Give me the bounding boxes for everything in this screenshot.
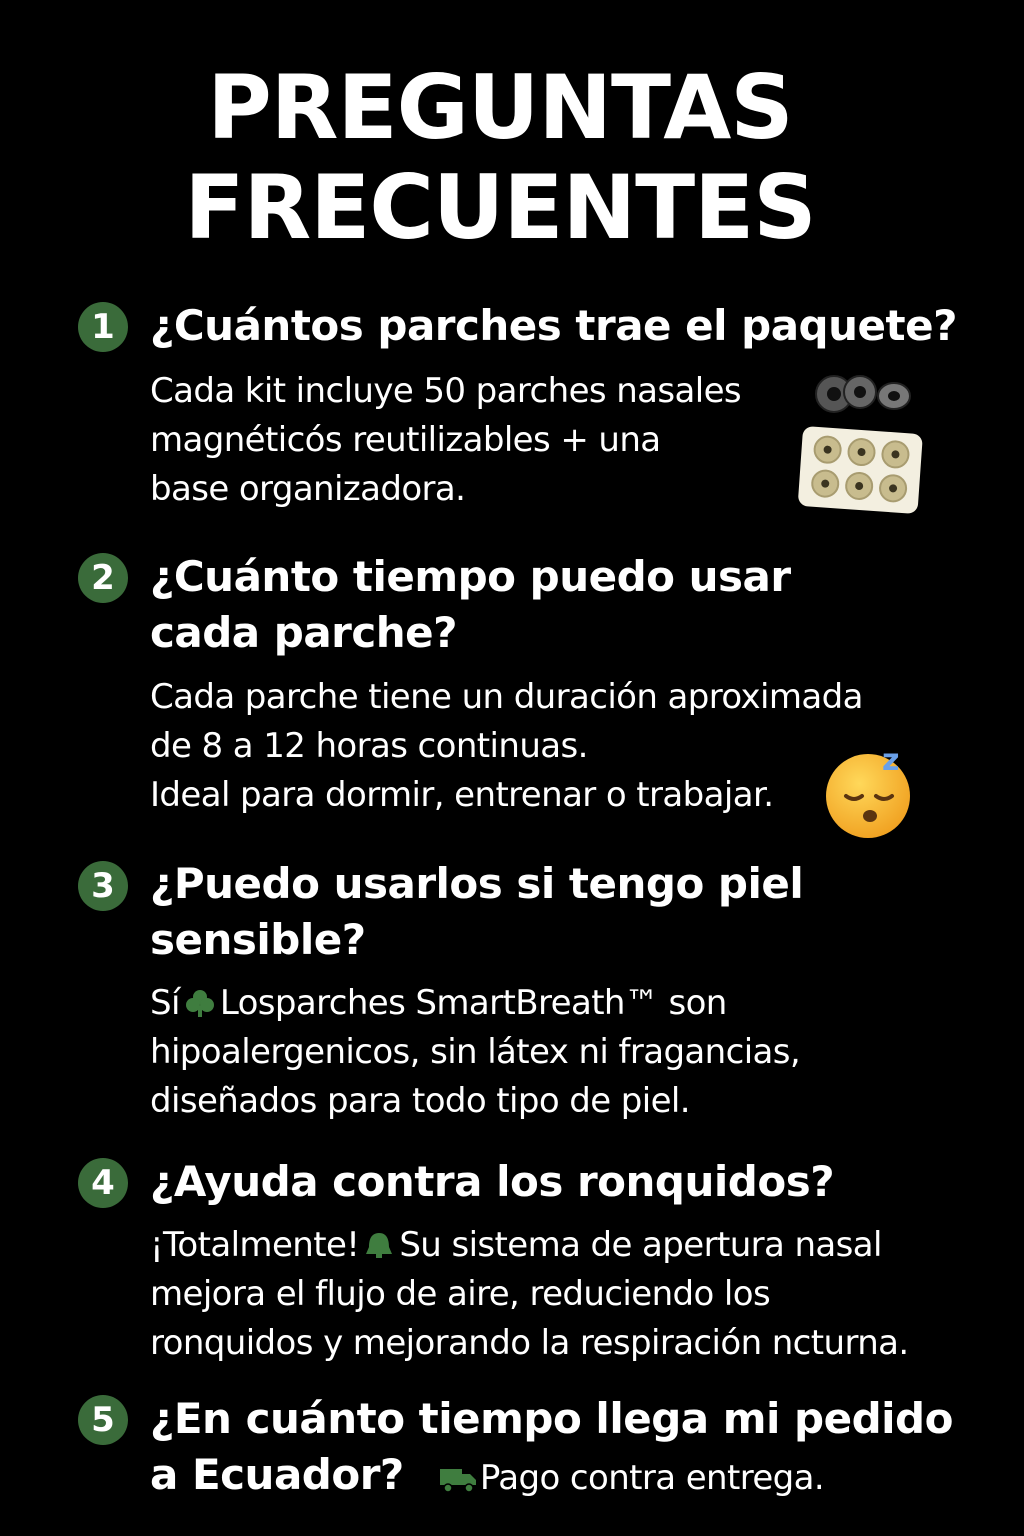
answer-suffix: Su sistema de apertura nasal bbox=[399, 1225, 882, 1265]
answer-line: de 8 a 12 horas continuas. bbox=[150, 726, 588, 766]
answer-line: diseñados para todo tipo de piel. bbox=[150, 1081, 690, 1121]
title-line-1: PREGUNTAS bbox=[207, 56, 793, 159]
bell-icon bbox=[361, 1230, 397, 1260]
faq-question bbox=[150, 1154, 950, 1210]
question-text: a Ecuador? bbox=[150, 1450, 404, 1499]
number-badge: 4 bbox=[78, 1158, 128, 1208]
payment-note: Pago contra entrega. bbox=[479, 1458, 825, 1498]
question-line: ¿Cuántos parches trae el paquete? bbox=[150, 301, 957, 350]
faq-question bbox=[150, 1391, 953, 1506]
question-line: ¿Puedo usarlos si tengo piel bbox=[150, 859, 804, 908]
number-badge: 2 bbox=[78, 553, 128, 603]
truck-icon bbox=[438, 1463, 478, 1493]
question-line bbox=[150, 1447, 950, 1506]
answer-prefix: ¡Totalmente! bbox=[150, 1225, 360, 1265]
question-line: sensible? bbox=[150, 915, 366, 964]
answer-line: hipoalergenicos, sin látex ni fragancias, bbox=[150, 1032, 801, 1072]
sleeping-face-emoji bbox=[820, 740, 920, 840]
answer-line: ronquidos y mejorando la respiración ncturna. bbox=[150, 1323, 909, 1363]
faq-answer bbox=[150, 979, 980, 1126]
answer-line bbox=[150, 1221, 980, 1270]
number-badge: 1 bbox=[78, 302, 128, 352]
question-line: cada parche? bbox=[150, 608, 458, 657]
magnetic-patches-image bbox=[790, 364, 930, 524]
svg-text:z: z bbox=[882, 743, 900, 778]
faq-question bbox=[150, 298, 957, 354]
question-line: ¿En cuánto tiempo llega mi pedido bbox=[150, 1394, 953, 1443]
answer-line: base organizadora. bbox=[150, 469, 466, 509]
answer-line: Cada parche tiene un duración aproximada bbox=[150, 677, 863, 717]
leaf-icon bbox=[182, 988, 218, 1018]
answer-line bbox=[150, 979, 980, 1028]
title-line-2: FRECUENTES bbox=[184, 156, 816, 259]
number-badge: 3 bbox=[78, 861, 128, 911]
question-line: ¿Ayuda contra los ronquidos? bbox=[150, 1157, 835, 1206]
faq-question bbox=[150, 549, 950, 661]
answer-prefix: Sí bbox=[150, 983, 180, 1023]
answer-line: Ideal para dormir, entrenar o trabajar. bbox=[150, 775, 774, 815]
answer-line: Cada kit incluye 50 parches nasales bbox=[150, 371, 742, 411]
number-badge: 5 bbox=[78, 1395, 128, 1445]
answer-line: mejora el flujo de aire, reduciendo los bbox=[150, 1274, 771, 1314]
question-line: ¿Cuánto tiempo puedo usar bbox=[150, 552, 791, 601]
faq-question bbox=[150, 856, 950, 968]
faq-answer bbox=[150, 1221, 980, 1368]
answer-line: magnéticós reutilizables + una bbox=[150, 420, 661, 460]
answer-suffix: Losparches SmartBreath™ son bbox=[219, 983, 727, 1023]
page-title bbox=[0, 58, 1000, 258]
